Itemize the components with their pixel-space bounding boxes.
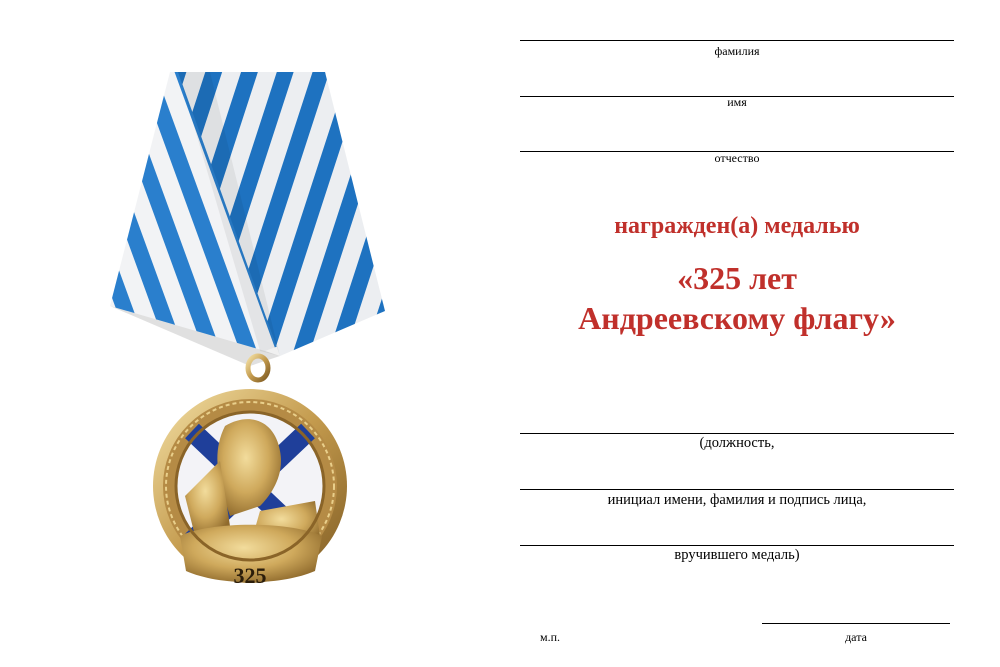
presenter-label: вручившего медаль) xyxy=(674,547,800,563)
date-line[interactable] xyxy=(762,623,950,624)
name-label: имя xyxy=(727,95,747,109)
position-line[interactable] xyxy=(520,433,954,434)
signer-line[interactable] xyxy=(520,489,954,490)
position-label: (должность, xyxy=(699,435,775,451)
patronymic-label: отчество xyxy=(714,151,760,165)
award-caption: награжден(а) медалью xyxy=(614,213,860,239)
medal-illustration xyxy=(100,66,400,626)
date-label: дата xyxy=(845,630,867,644)
stamp-place-label: м.п. xyxy=(539,630,560,644)
award-title-line2: Андреевскому флагу» xyxy=(578,300,896,336)
award-title-line1: «325 лет xyxy=(677,260,797,296)
medal-number: 325 xyxy=(233,563,267,588)
presenter-line[interactable] xyxy=(520,545,954,546)
signer-label: инициал имени, фамилия и подпись лица, xyxy=(607,492,867,508)
medal xyxy=(153,389,347,583)
surname-line[interactable] xyxy=(520,40,954,41)
surname-label: фамилия xyxy=(714,44,760,58)
ribbon xyxy=(110,72,385,366)
